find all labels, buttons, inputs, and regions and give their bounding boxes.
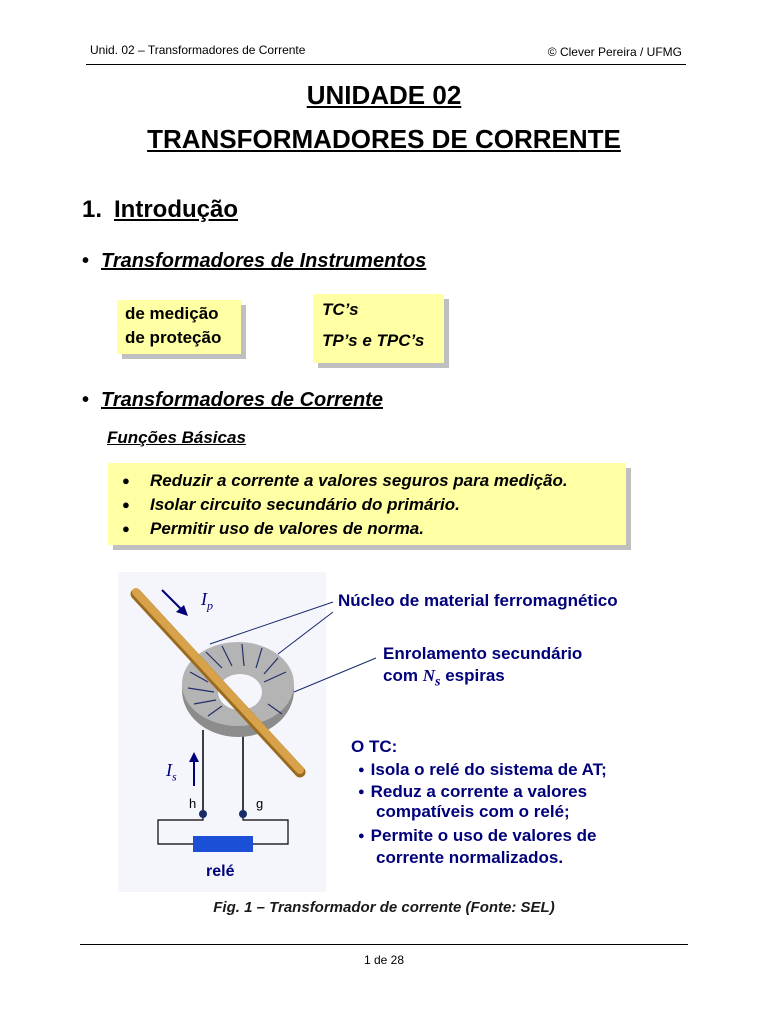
section-heading — [82, 196, 238, 224]
purpose-protection: de proteção — [125, 328, 222, 347]
section-title: Introdução — [114, 196, 239, 223]
core-label: Núcleo de material ferromagnético — [338, 591, 618, 610]
otc-item-continuation: corrente normalizados. — [376, 848, 564, 867]
type-tp-tpc: TP’s e TPC’s — [322, 331, 425, 350]
list-item — [122, 517, 626, 541]
ip-subscript: p — [207, 598, 213, 613]
bullet-icon: ● — [358, 786, 365, 798]
relay-label: relé — [206, 863, 235, 880]
ns-subscript: s — [434, 673, 441, 690]
winding-turns-label — [383, 666, 505, 690]
terminal-h-icon — [199, 810, 207, 818]
bullet-icon: ● — [122, 497, 130, 512]
ip-label — [201, 589, 213, 614]
terminal-h-label: h — [189, 796, 197, 811]
types-box — [313, 294, 444, 363]
page-number: 1 de 28 — [363, 953, 405, 967]
purpose-measurement: de medição — [125, 304, 219, 323]
bullet-text: Transformadores de Corrente — [101, 389, 383, 411]
function-text: Reduzir a corrente a valores seguros para medição. — [150, 471, 568, 490]
winding-prefix: com — [383, 666, 423, 685]
otc-item-text: Reduz a corrente a valores — [370, 782, 588, 801]
ip-symbol: I — [201, 589, 207, 609]
otc-item — [358, 826, 596, 846]
ct-figure — [118, 572, 663, 892]
otc-item-text: Isola o relé do sistema de AT; — [370, 760, 607, 779]
bullet-current-transformers — [82, 389, 383, 412]
is-subscript: s — [172, 769, 177, 784]
bullet-icon: ● — [358, 830, 365, 842]
type-tc: TC’s — [322, 300, 359, 319]
bullet-icon: • — [82, 250, 90, 272]
bullet-text: Transformadores de Instrumentos — [101, 250, 427, 272]
winding-suffix: espiras — [440, 666, 505, 685]
otc-item — [358, 782, 587, 802]
list-item — [122, 469, 626, 493]
functions-box — [108, 463, 626, 545]
otc-item-text: Permite o uso de valores de — [370, 826, 597, 845]
is-label — [166, 760, 177, 785]
page-footer — [80, 944, 688, 967]
bullet-icon: • — [82, 389, 90, 411]
otc-item — [358, 760, 607, 780]
ns-letter: N — [422, 666, 435, 685]
bullet-icon: ● — [358, 764, 365, 776]
otc-title: O TC: — [351, 737, 398, 756]
figure-caption: Fig. 1 – Transformador de corrente (Fonte: SEL) — [213, 899, 555, 916]
page-header — [86, 42, 686, 65]
otc-item-continuation: compatíveis com o relé; — [376, 802, 570, 821]
terminal-g-icon — [239, 810, 247, 818]
header-unit: Unid. 02 – Transformadores de Corrente — [90, 43, 306, 57]
purpose-box — [117, 300, 241, 354]
function-text: Permitir uso de valores de norma. — [150, 519, 424, 538]
function-text: Isolar circuito secundário do primário. — [150, 495, 460, 514]
bullet-icon: ● — [122, 521, 130, 536]
winding-label: Enrolamento secundário — [383, 644, 583, 663]
page-title-unit: UNIDADE 02 — [306, 80, 462, 110]
header-author: © Clever Pereira / UFMG — [547, 45, 682, 59]
bullet-instrument-transformers — [82, 250, 426, 273]
is-symbol: I — [166, 760, 172, 780]
section-number: 1. — [82, 196, 103, 223]
ns-symbol — [422, 666, 441, 690]
bullet-icon: ● — [122, 473, 130, 488]
subheading-basic-functions: Funções Básicas — [107, 428, 246, 447]
page-title-topic: TRANSFORMADORES DE CORRENTE — [147, 124, 621, 154]
list-item — [122, 493, 626, 517]
relay-icon — [193, 836, 253, 852]
terminal-g-label: g — [256, 796, 264, 811]
